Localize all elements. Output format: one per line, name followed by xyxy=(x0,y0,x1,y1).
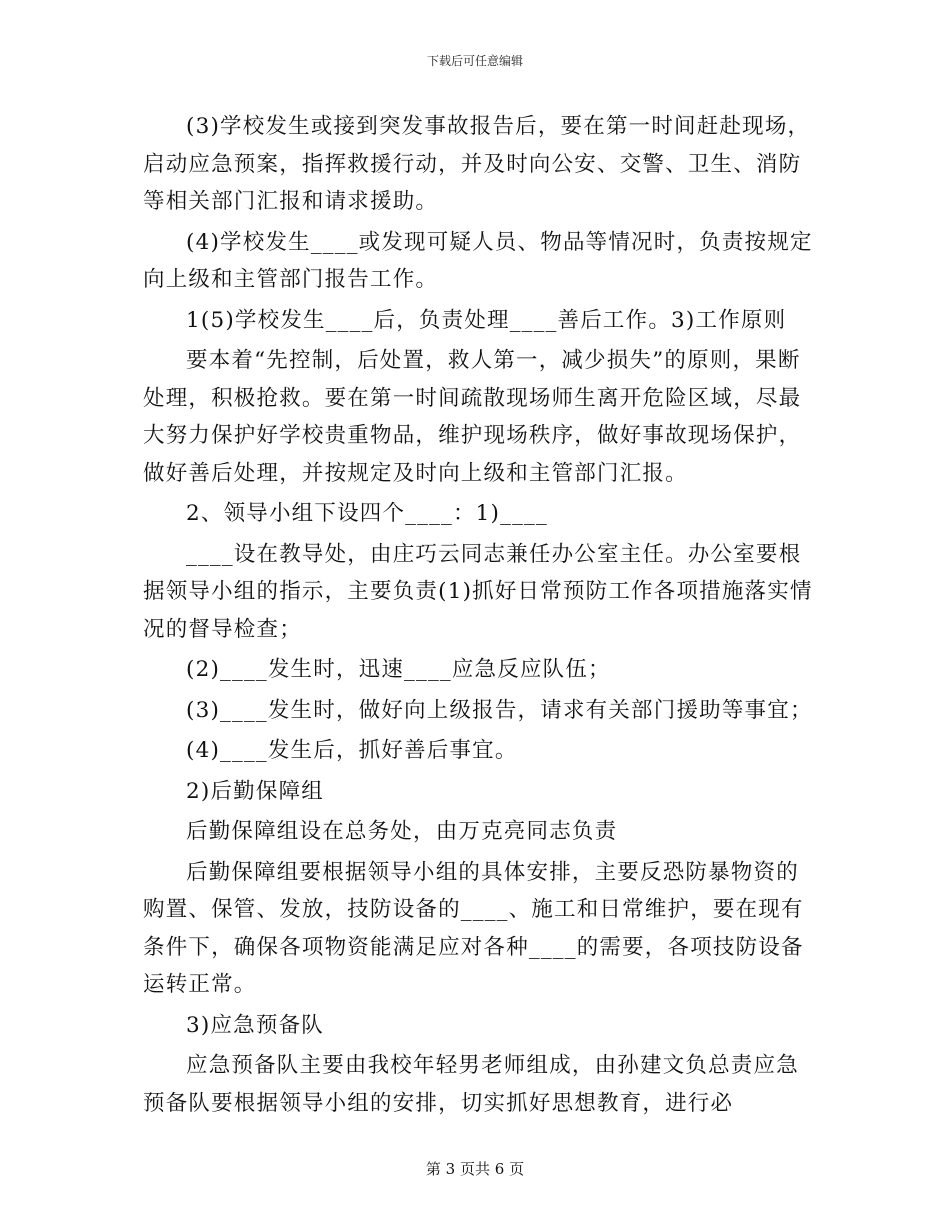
paragraph: 要本着“先控制，后处置，救人第一，减少损失”的原则，果断处理，积极抢救。要在第一时间疏散现场师生离开危险区域，尽最大努力保护好学校贵重物品，维护现场秩序，做好事故现场保护，做好善后处理，并按规定及时向上级和主管部门汇报。 xyxy=(143,348,802,486)
section-heading: 3)应急预备队 xyxy=(186,1012,324,1038)
section-heading: 2)后勤保障组 xyxy=(186,778,324,804)
document-body xyxy=(143,108,813,1125)
paragraph: (3)学校发生或接到突发事故报告后，要在第一时间赶赴现场，启动应急预案，指挥救援行动，并及时向公安、交警、卫生、消防等相关部门汇报和请求援助。 xyxy=(143,114,811,214)
paragraph: 后勤保障组设在总务处，由万克亮同志负责 xyxy=(186,819,618,844)
paragraph: (4)____发生后，抓好善后事宜。 xyxy=(186,738,518,763)
paragraph: (3)____发生时，做好向上级报告，请求有关部门援助等事宜； xyxy=(186,697,813,723)
paragraph: 2、领导小组下设四个____：1)____ xyxy=(186,501,548,526)
paragraph: 应急预备队主要由我校年轻男老师组成，由孙建文负总责应急预备队要根据领导小组的安排，切实抓好思想教育，进行必 xyxy=(143,1053,799,1116)
paragraph: 1(5)学校发生____后，负责处理____善后工作。3)工作原则 xyxy=(186,307,787,333)
paragraph: (4)学校发生____或发现可疑人员、物品等情况时，负责按规定向上级和主管部门报告工作。 xyxy=(143,229,813,292)
page-number: 第 3 页共 6 页 xyxy=(425,1160,525,1178)
page-header-note: 下载后可任意编辑 xyxy=(426,54,523,68)
paragraph: ____设在教导处，由庄巧云同志兼任办公室主任。办公室要根据领导小组的指示，主要负责(1)抓好日常预防工作各项措施落实情况的督导检查； xyxy=(143,541,813,642)
paragraph: (2)____发生时，迅速____应急反应队伍； xyxy=(186,657,611,682)
paragraph: 后勤保障组要根据领导小组的具体安排，主要反恐防暴物资的购置、保管、发放，技防设备的____、施工和日常维护，要在现有条件下，确保各项物资能满足应对各种____的需要，各项技防设备运转正常。 xyxy=(143,859,804,997)
